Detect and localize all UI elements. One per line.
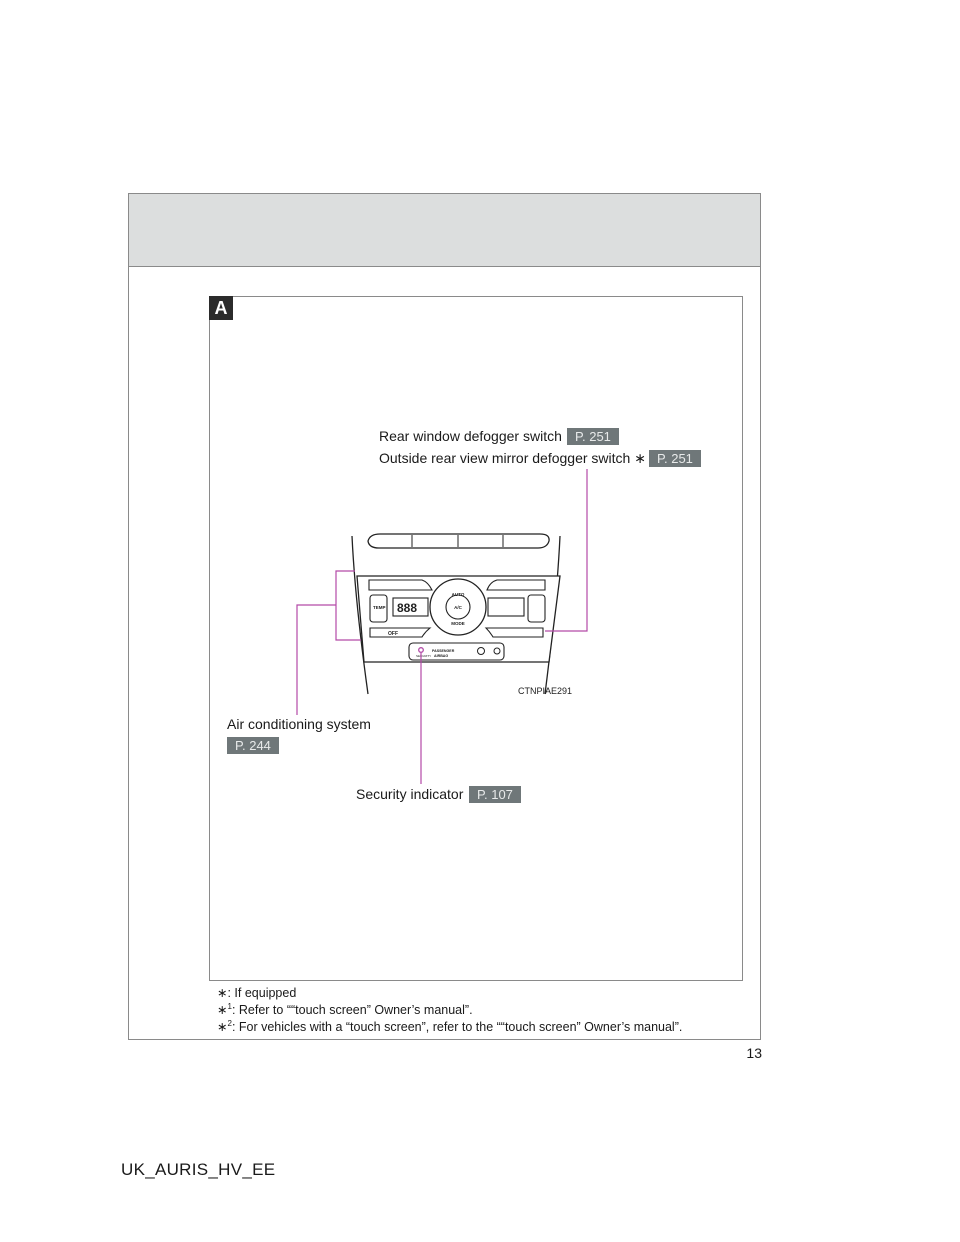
security-indicator-page-link[interactable]: P. 107 (469, 786, 521, 803)
security-indicator-led (419, 648, 424, 653)
page-number: 13 (746, 1045, 762, 1061)
footnotes (217, 983, 682, 1034)
mode-button-label: MODE (451, 621, 465, 626)
air-conditioning-label: Air conditioning system (227, 716, 371, 732)
vent-strip (368, 534, 549, 548)
rear-defogger-button (487, 580, 545, 590)
mirror-defogger-page-link[interactable]: P. 251 (649, 450, 701, 467)
footnote-if-equipped: ∗: If equipped (217, 986, 297, 1001)
security-text: SECURITY (416, 654, 432, 658)
ac-button-label: A/C (454, 605, 462, 610)
if-equipped-marker: ∗ (634, 450, 646, 466)
section-tag: A (209, 296, 233, 320)
airbag-text: AIRBAG (434, 654, 449, 658)
right-display (488, 598, 524, 616)
mirror-defogger-label: Outside rear view mirror defogger switch ∗ (379, 450, 646, 466)
front-defogger-button (369, 580, 432, 590)
recirculation-button (486, 628, 543, 637)
air-conditioning-page-link[interactable]: P. 244 (227, 737, 279, 754)
auto-button-label: AUTO (451, 592, 465, 597)
temp-right-control (528, 595, 545, 622)
footnote-1: ∗$^1$: Refer to ““touch screen” Owner’s manual”. (217, 1002, 473, 1018)
temp-label: TEMP (373, 605, 386, 610)
security-indicator-label: Security indicator (356, 786, 464, 802)
document-id: UK_AURIS_HV_EE (121, 1160, 276, 1179)
ac-leader-line (297, 605, 336, 715)
display-readout: 888 (397, 601, 418, 615)
off-button-label: OFF (388, 631, 398, 637)
rear-defogger-page-link[interactable]: P. 251 (567, 428, 619, 445)
footnote-2: ∗$^2$: For vehicles with a “touch screen”, refer to the ““touch screen” Owner’s manual”. (217, 1019, 683, 1035)
passenger-text: PASSENGER (432, 649, 455, 653)
rear-defogger-label: Rear window defogger switch (379, 428, 562, 444)
illustration-code: CTNPIAE291 (518, 686, 573, 696)
off-button (370, 628, 430, 637)
